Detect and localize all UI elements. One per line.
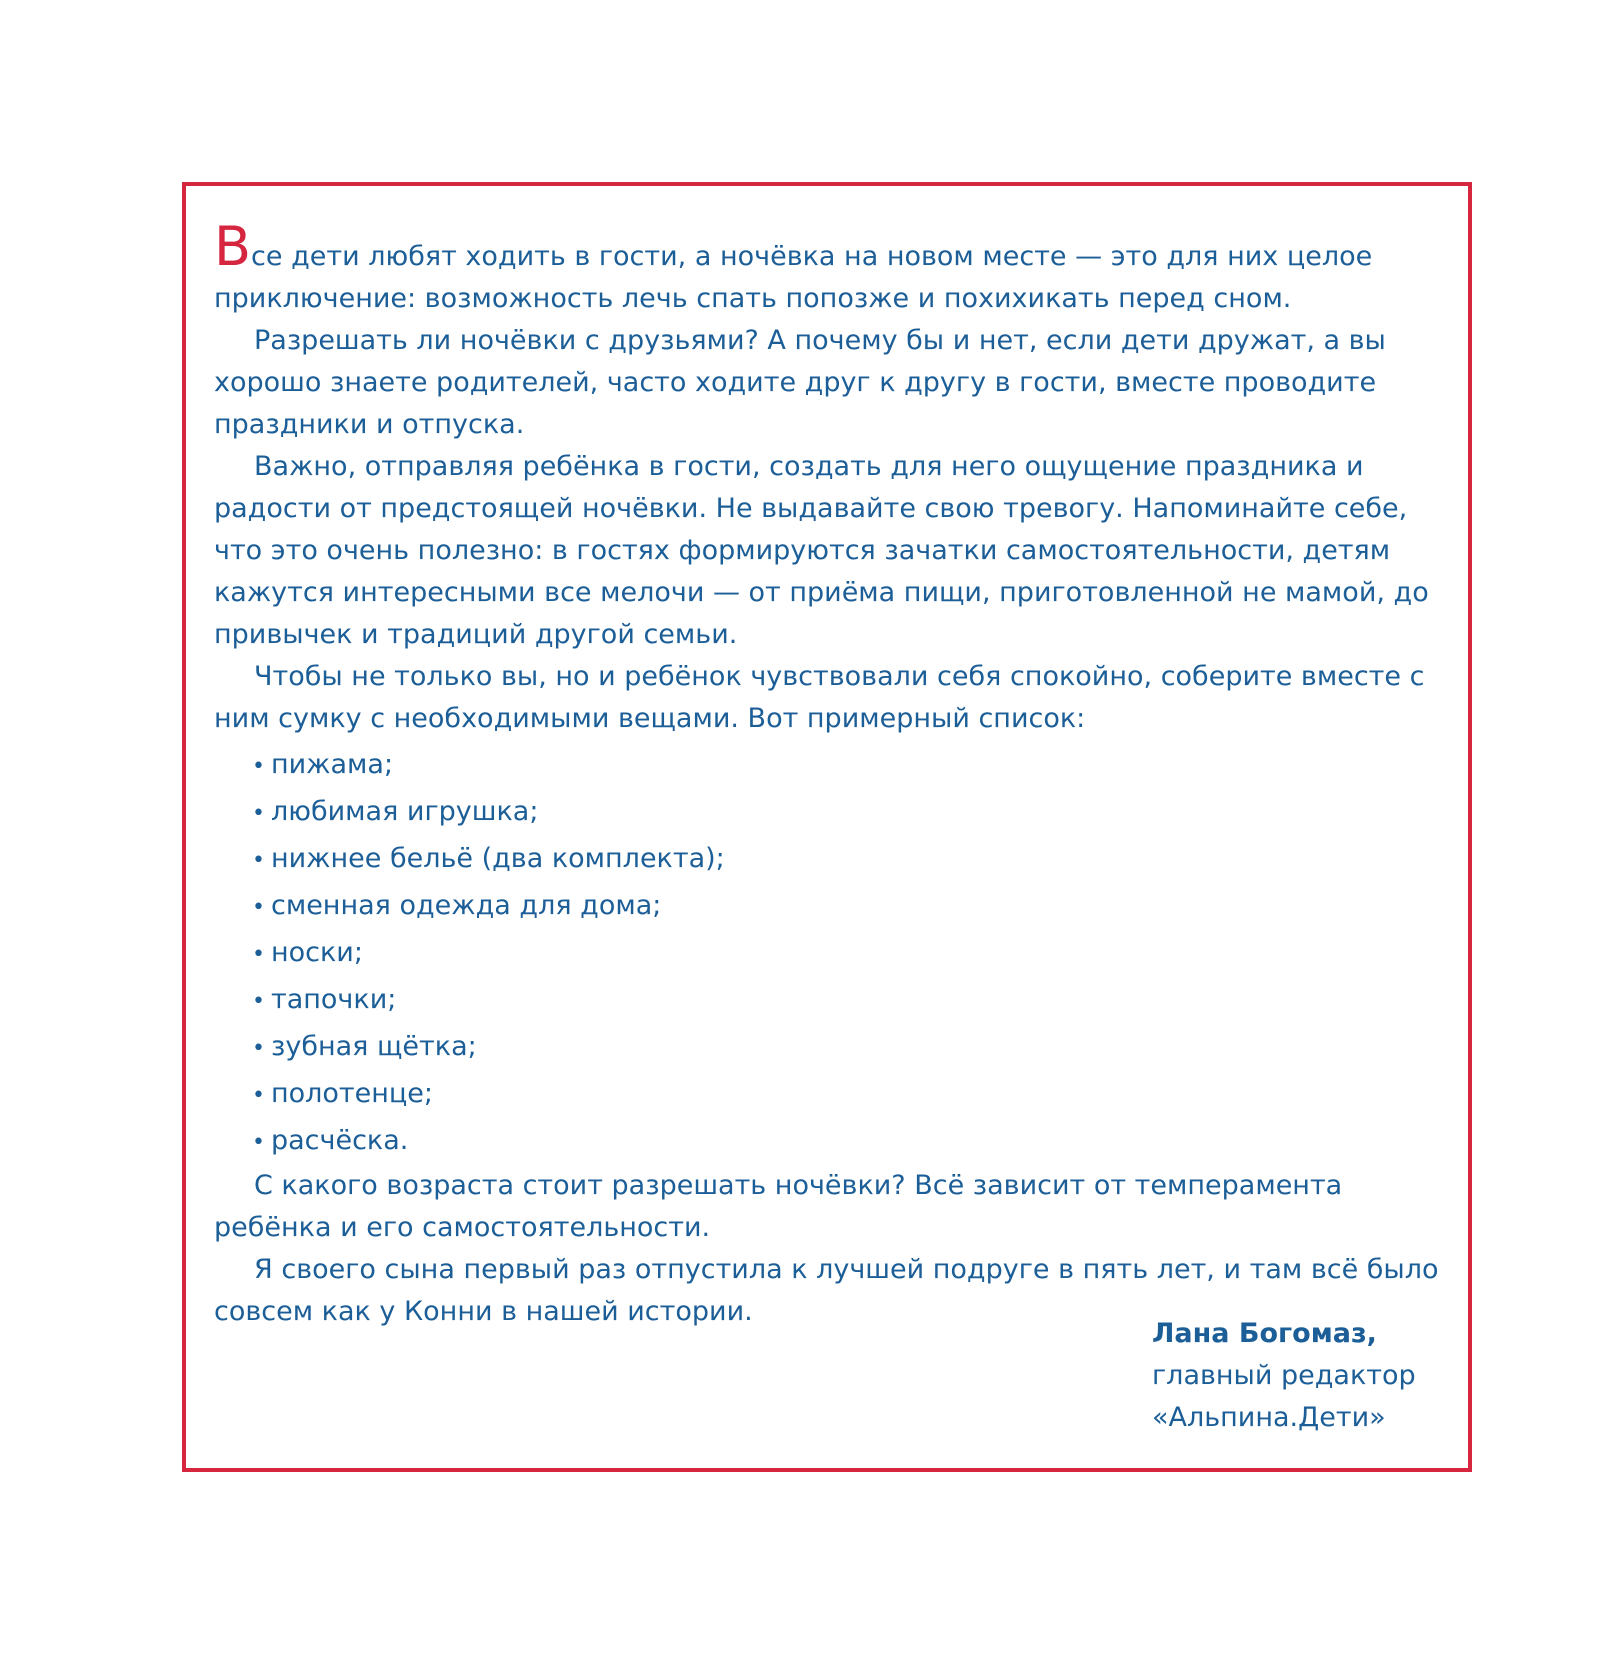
list-item: • расчёска. <box>252 1118 1454 1165</box>
paragraph: Важно, отправляя ребёнка в гости, создать для него ощущение праздника и радости от предстоящей ночёвки. Не выдавайте свою тревогу. Напоминайте себе, что это очень полезно: в гостях формируются зачатки самостоятельности, детям кажутся интересными все мелочи — от приёма пищи, приготовленной не мамой, до привычек и традиций другой семьи. <box>214 451 1429 650</box>
paragraph: Я своего сына первый раз отпустила к лучшей подруге в пять лет, и там всё было совсем как у Конни в нашей истории. <box>214 1254 1439 1327</box>
signature-role: главный редактор <box>1152 1360 1416 1391</box>
signature-org: «Альпина.Дети» <box>1152 1402 1386 1433</box>
list-item: • зубная щётка; <box>252 1024 1454 1071</box>
article-body <box>214 215 1454 1333</box>
paragraph: Разрешать ли ночёвки с друзьями? А почему бы и нет, если дети дружат, а вы хорошо знаете родителей, часто ходите друг к другу в гости, вместе проводите праздники и отпуска. <box>214 325 1386 440</box>
list-item: • пижама; <box>252 742 1454 789</box>
list-item: • носки; <box>252 930 1454 977</box>
list-item: • тапочки; <box>252 977 1454 1024</box>
intro-paragraph <box>214 215 1454 320</box>
list-item: • любимая игрушка; <box>252 789 1454 836</box>
paragraph: Чтобы не только вы, но и ребёнок чувствовали себя спокойно, соберите вместе с ним сумку с необходимыми вещами. Вот примерный список: <box>214 661 1425 734</box>
list-item: • сменная одежда для дома; <box>252 883 1454 930</box>
packing-list <box>214 742 1454 1165</box>
list-item: • нижнее бельё (два комплекта); <box>252 836 1454 883</box>
list-item: • полотенце; <box>252 1071 1454 1118</box>
drop-cap: В <box>214 215 252 278</box>
signature-author: Лана Богомаз, <box>1152 1318 1377 1349</box>
signature <box>1152 1313 1416 1439</box>
intro-text: се дети любят ходить в гости, а ночёвка на новом месте — это для них целое приключение: возможность лечь спать попозже и похихикать перед сном. <box>214 241 1373 314</box>
paragraph: С какого возраста стоит разрешать ночёвки? Всё зависит от темперамента ребёнка и его самостоятельности. <box>214 1170 1343 1243</box>
